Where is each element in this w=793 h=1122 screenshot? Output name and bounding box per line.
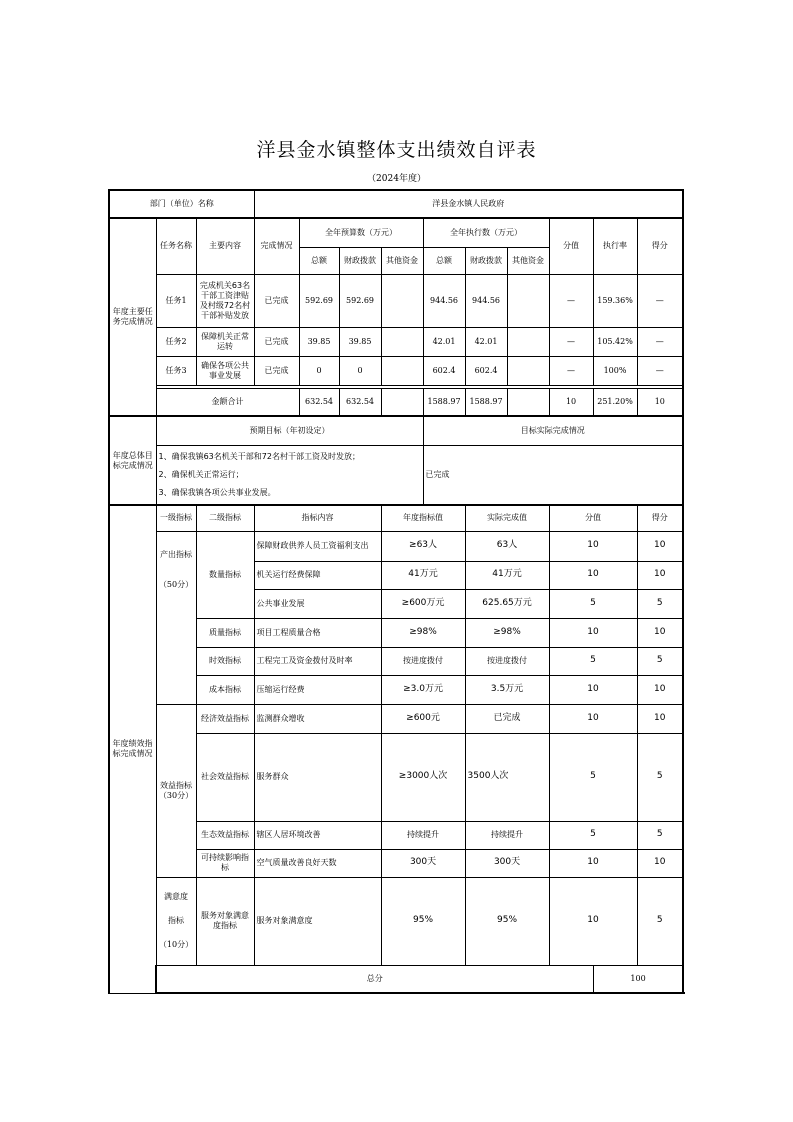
l2-indicator: 服务对象满意度指标	[196, 877, 254, 965]
perf-section-label: 年度绩效指标完成情况	[109, 505, 156, 993]
output-indicator-name: 产出指标	[160, 549, 192, 559]
target-value: ≥600元	[381, 704, 465, 733]
perf-score: 10	[637, 675, 683, 704]
tasks-section-label: 年度主要任务完成情况	[109, 218, 156, 416]
l2-indicator: 质量指标	[196, 618, 254, 647]
target-value: 41万元	[381, 561, 465, 589]
table-row	[109, 821, 683, 849]
actual-value: 300天	[465, 849, 549, 877]
indicator-content: 监测群众增收	[254, 704, 381, 733]
target-value: ≥600万元	[381, 589, 465, 618]
page-subtitle: （2024年度）	[367, 174, 426, 184]
target-value: 按进度拨付	[381, 647, 465, 675]
budget-total: 592.69	[299, 274, 339, 327]
l2-indicator: 生态效益指标	[196, 821, 254, 849]
perf-score: 5	[637, 821, 683, 849]
goals-expected-header: 预期目标（年初设定）	[156, 416, 423, 445]
actual-value: 已完成	[465, 704, 549, 733]
dept-label: 部门（单位）名称	[109, 190, 254, 218]
perf-value: 10	[549, 877, 637, 965]
indicator-content: 项目工程质量合格	[254, 618, 381, 647]
goals-actual-header: 目标实际完成情况	[423, 416, 683, 445]
task-status: 已完成	[254, 274, 299, 327]
perf-value: 10	[549, 531, 637, 561]
th-level2: 二级指标	[196, 505, 254, 531]
total-label: 总分	[156, 965, 593, 993]
th-task-name: 任务名称	[156, 218, 196, 274]
th-budget-other: 其他资金	[381, 247, 423, 274]
task-name: 任务1	[156, 274, 196, 327]
target-value: ≥3.0万元	[381, 675, 465, 704]
exec-total: 944.56	[423, 274, 465, 327]
actual-value: 63人	[465, 531, 549, 561]
th-exec-fiscal: 财政拨款	[465, 247, 507, 274]
budget-other	[381, 274, 423, 327]
exec-total: 602.4	[423, 356, 465, 385]
output-indicator-points: （50分）	[158, 579, 194, 589]
task-rate: 105.42%	[593, 327, 637, 356]
indicator-content: 工程完工及资金拨付及时率	[254, 647, 381, 675]
sum-row	[109, 388, 683, 416]
task-content: 确保各项公共事业发展	[196, 356, 254, 385]
exec-other	[507, 356, 549, 385]
sum-value: 10	[549, 388, 593, 416]
l2-indicator: 数量指标	[196, 531, 254, 618]
task-score: —	[637, 356, 683, 385]
budget-other	[381, 327, 423, 356]
goals-header-row	[109, 416, 683, 445]
perf-score: 10	[637, 704, 683, 733]
actual-value: 41万元	[465, 561, 549, 589]
l2-indicator: 经济效益指标	[196, 704, 254, 733]
th-level1: 一级指标	[156, 505, 196, 531]
sum-exec-fiscal: 1588.97	[465, 388, 507, 416]
perf-score: 5	[637, 647, 683, 675]
th-budget-total: 总额	[299, 247, 339, 274]
th-exec-other: 其他资金	[507, 247, 549, 274]
dept-value: 洋县金水镇人民政府	[254, 190, 683, 218]
table-row	[109, 618, 683, 647]
indicator-content: 机关运行经费保障	[254, 561, 381, 589]
th-exec-total: 总额	[423, 247, 465, 274]
exec-fiscal: 944.56	[465, 274, 507, 327]
total-value: 100	[593, 965, 683, 993]
th-score: 得分	[637, 218, 683, 274]
exec-fiscal: 42.01	[465, 327, 507, 356]
goals-actual-value: 已完成	[423, 445, 683, 505]
actual-value: 3500人次	[465, 733, 549, 821]
indicator-content: 公共事业发展	[254, 589, 381, 618]
th-perf-score: 得分	[637, 505, 683, 531]
indicator-content: 服务群众	[254, 733, 381, 821]
goals-content-row	[109, 445, 683, 505]
th-perf-value: 分值	[549, 505, 637, 531]
actual-value: 按进度拨付	[465, 647, 549, 675]
table-row	[109, 274, 683, 327]
table-row	[109, 327, 683, 356]
satisfaction-indicator-points: （10分）	[158, 940, 194, 949]
page-title: 洋县金水镇整体支出绩效自评表	[256, 139, 537, 161]
indicator-content: 保障财政供养人员工资福利支出	[254, 531, 381, 561]
goal-item: 2、确保机关正常运行；	[158, 469, 244, 479]
th-exec: 全年执行数（万元）	[423, 218, 549, 247]
sum-score: 10	[637, 388, 683, 416]
task-score: —	[637, 274, 683, 327]
perf-value: 5	[549, 647, 637, 675]
budget-fiscal: 39.85	[339, 327, 381, 356]
perf-value: 10	[549, 561, 637, 589]
l2-indicator: 可持续影响指标	[196, 849, 254, 877]
budget-other	[381, 356, 423, 385]
sum-exec-total: 1588.97	[423, 388, 465, 416]
performance-table	[108, 189, 684, 994]
table-row	[109, 647, 683, 675]
budget-fiscal: 0	[339, 356, 381, 385]
perf-score: 10	[637, 849, 683, 877]
task-value: —	[549, 356, 593, 385]
exec-total: 42.01	[423, 327, 465, 356]
perf-score: 10	[637, 618, 683, 647]
task-rate: 100%	[593, 356, 637, 385]
perf-value: 5	[549, 733, 637, 821]
perf-score: 10	[637, 531, 683, 561]
perf-value: 10	[549, 675, 637, 704]
goals-section-label: 年度总体目标完成情况	[109, 416, 156, 505]
th-rate: 执行率	[593, 218, 637, 274]
table-row	[109, 849, 683, 877]
perf-value: 5	[549, 821, 637, 849]
l2-indicator: 时效指标	[196, 647, 254, 675]
perf-header-row	[109, 505, 683, 531]
perf-score: 5	[637, 589, 683, 618]
target-value: 95%	[381, 877, 465, 965]
task-score: —	[637, 327, 683, 356]
perf-value: 10	[549, 849, 637, 877]
actual-value: ≥98%	[465, 618, 549, 647]
tasks-header-row	[109, 218, 683, 247]
indicator-content: 辖区人居环境改善	[254, 821, 381, 849]
task-status: 已完成	[254, 356, 299, 385]
table-row	[109, 733, 683, 821]
perf-value: 10	[549, 618, 637, 647]
th-budget-fiscal: 财政拨款	[339, 247, 381, 274]
l2-indicator: 成本指标	[196, 675, 254, 704]
task-value: —	[549, 327, 593, 356]
output-indicator-cell	[156, 531, 196, 704]
task-name: 任务3	[156, 356, 196, 385]
indicator-content: 压缩运行经费	[254, 675, 381, 704]
perf-score: 5	[637, 733, 683, 821]
indicator-content: 空气质量改善良好天数	[254, 849, 381, 877]
exec-other	[507, 327, 549, 356]
target-value: 持续提升	[381, 821, 465, 849]
target-value: ≥98%	[381, 618, 465, 647]
satisfaction-indicator-name2: 指标	[168, 916, 184, 925]
perf-value: 10	[549, 704, 637, 733]
sum-label: 金额合计	[156, 388, 299, 416]
table-row	[109, 531, 683, 561]
actual-value: 持续提升	[465, 821, 549, 849]
total-row	[109, 965, 683, 993]
exec-other	[507, 274, 549, 327]
sum-budget-total: 632.54	[299, 388, 339, 416]
target-value: ≥63人	[381, 531, 465, 561]
benefit-indicator-name: 效益指标（30分）	[156, 704, 196, 877]
satisfaction-indicator-name: 满意度	[164, 892, 188, 901]
th-task-status: 完成情况	[254, 218, 299, 274]
table-row	[109, 877, 683, 965]
table-row	[109, 675, 683, 704]
task-status: 已完成	[254, 327, 299, 356]
sum-rate: 251.20%	[593, 388, 637, 416]
budget-total: 39.85	[299, 327, 339, 356]
exec-fiscal: 602.4	[465, 356, 507, 385]
sum-exec-other	[507, 388, 549, 416]
task-name: 任务2	[156, 327, 196, 356]
l2-indicator: 社会效益指标	[196, 733, 254, 821]
goals-expected-list	[156, 445, 423, 505]
task-rate: 159.36%	[593, 274, 637, 327]
actual-value: 95%	[465, 877, 549, 965]
th-task-content: 主要内容	[196, 218, 254, 274]
sum-budget-other	[381, 388, 423, 416]
target-value: 300天	[381, 849, 465, 877]
table-row	[109, 704, 683, 733]
task-content: 保障机关正常运转	[196, 327, 254, 356]
goal-item: 1、确保我镇63名机关干部和72名村干部工资及时发放；	[158, 451, 360, 461]
th-indicator-content: 指标内容	[254, 505, 381, 531]
table-row	[109, 356, 683, 385]
indicator-content: 服务对象满意度	[254, 877, 381, 965]
actual-value: 3.5万元	[465, 675, 549, 704]
dept-row	[109, 190, 683, 218]
actual-value: 625.65万元	[465, 589, 549, 618]
perf-value: 5	[549, 589, 637, 618]
goal-item: 3、确保我镇各项公共事业发展。	[158, 487, 276, 497]
th-budget: 全年预算数（万元）	[299, 218, 423, 247]
target-value: ≥3000人次	[381, 733, 465, 821]
th-actual: 实际完成值	[465, 505, 549, 531]
sum-budget-fiscal: 632.54	[339, 388, 381, 416]
th-score-value: 分值	[549, 218, 593, 274]
task-value: —	[549, 274, 593, 327]
satisfaction-indicator-cell	[156, 877, 196, 965]
perf-score: 10	[637, 561, 683, 589]
budget-total: 0	[299, 356, 339, 385]
th-target: 年度指标值	[381, 505, 465, 531]
perf-score: 5	[637, 877, 683, 965]
budget-fiscal: 592.69	[339, 274, 381, 327]
task-content: 完成机关63名干部工资津贴及村级72名村干部补贴发放	[196, 274, 254, 327]
